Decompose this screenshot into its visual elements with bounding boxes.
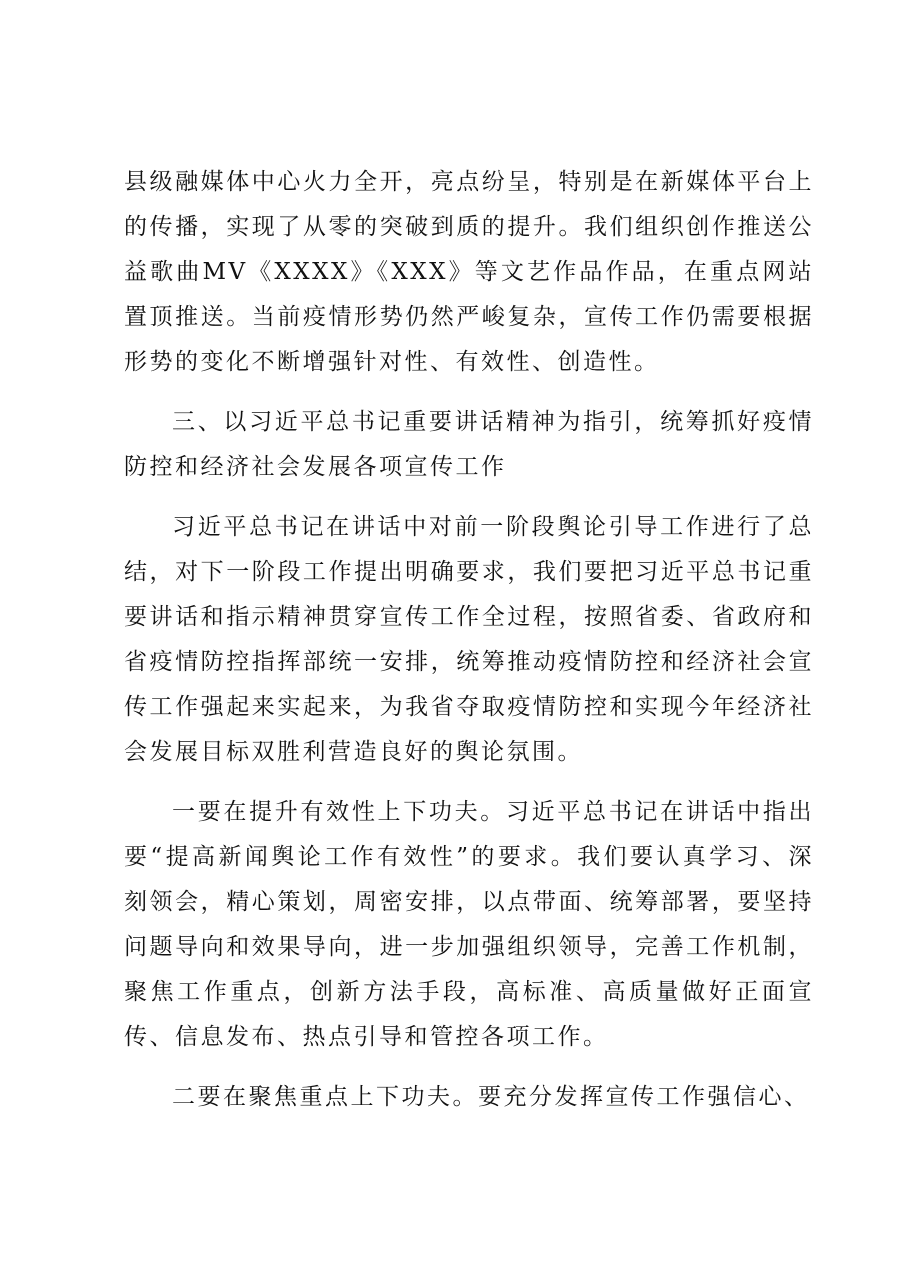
paragraph-3: 一要在提升有效性上下功夫。习近平总书记在讲话中指出要“提高新闻舆论工作有效性”的要求。我们要认真学习、深刻领会，精心策划，周密安排，以点带面、统筹部署，要坚持问题导向和效果导向，进一步加强组织领导，完善工作机制，聚焦工作重点，创新方法手段，高标准、高质量做好正面宣传、信息发布、热点引导和管控各项工作。: [124, 799, 814, 1050]
paragraph-1: 县级融媒体中心火力全开，亮点纷呈，特别是在新媒体平台上的传播，实现了从零的突破到质的提升。我们组织创作推送公益歌曲MV《XXXX》《XXX》等文艺作品作品，在重点网站置顶推送。当前疫情形势仍然严峻复杂，宣传工作仍需要根据形势的变化不断增强针对性、有效性、创造性。: [124, 169, 814, 375]
section-heading-3: 三、以习近平总书记重要讲话精神为指引，统筹抓好疫情防控和经济社会发展各项宣传工作: [124, 409, 814, 480]
paragraph-2: 习近平总书记在讲话中对前一阶段舆论引导工作进行了总结，对下一阶段工作提出明确要求，我们要把习近平总书记重要讲话和指示精神贯穿宣传工作全过程，按照省委、省政府和省疫情防控指挥部统一安排，统筹推动疫情防控和经济社会宣传工作强起来实起来，为我省夺取疫情防控和实现今年经济社会发展目标双胜利营造良好的舆论氛围。: [124, 514, 814, 765]
document-body: [124, 160, 814, 1135]
paragraph-4: 二要在聚焦重点上下功夫。要充分发挥宣传工作强信心、: [172, 1084, 810, 1110]
